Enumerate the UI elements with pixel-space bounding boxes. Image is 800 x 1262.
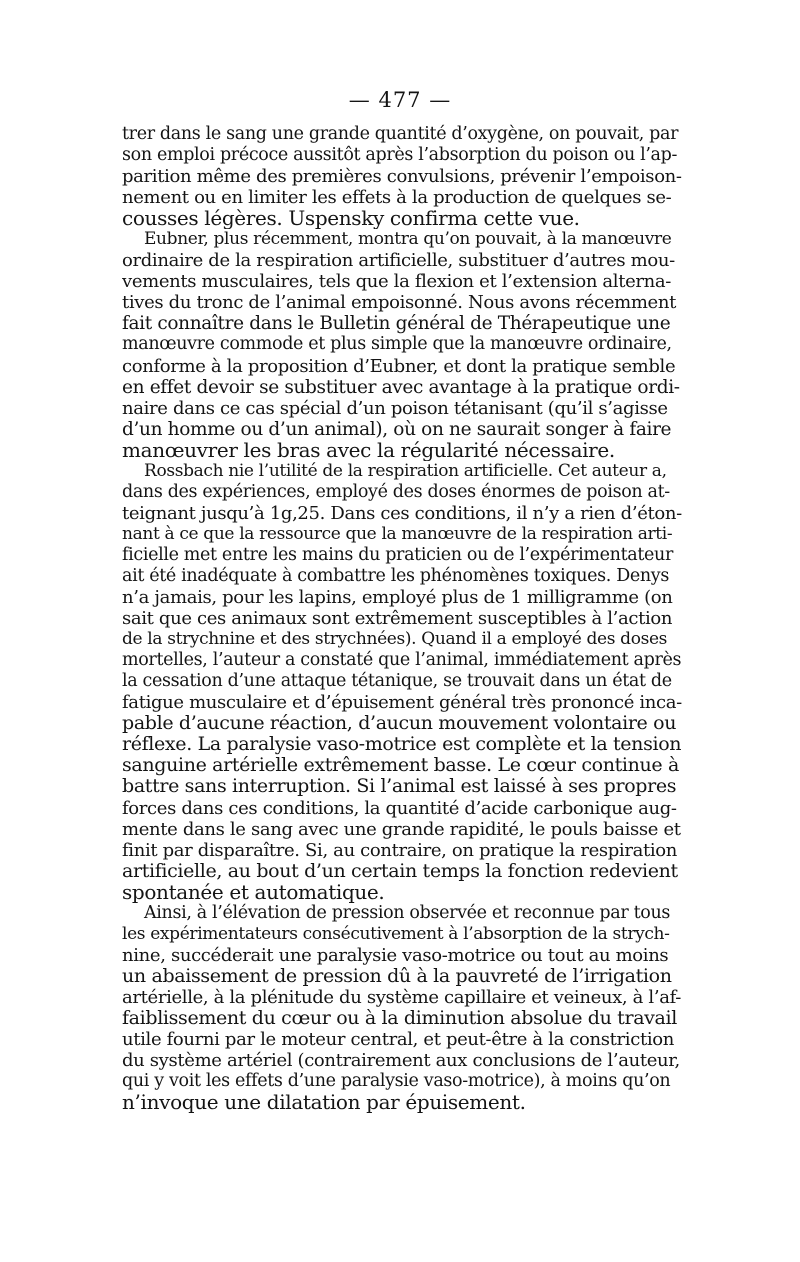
text-line: nant à ce que la ressource que la manœuvre de la respiration arti- bbox=[122, 523, 673, 544]
text-line: parition même des premières convulsions, prévenir l’empoison- bbox=[122, 166, 682, 188]
text-line: faiblissement du cœur ou à la diminution absolue du travail bbox=[122, 1007, 677, 1029]
text-line: n’invoque une dilatation par épuisement. bbox=[122, 1092, 526, 1114]
text-line: artérielle, à la plénitude du système capillaire et veineux, à l’af- bbox=[122, 986, 681, 1008]
text-line: vements musculaires, tels que la flexion et l’extension alterna- bbox=[122, 271, 672, 293]
text-line: mente dans le sang avec une grande rapidité, le pouls baisse et bbox=[122, 818, 681, 840]
text-line: pable d’aucune réaction, d’aucun mouvement volontaire ou bbox=[122, 713, 677, 735]
text-line: les expérimentateurs consécutivement à l’absorption de la strych- bbox=[122, 923, 670, 944]
text-line: un abaissement de pression dû à la pauvreté de l’irrigation bbox=[122, 965, 672, 987]
text-line: mortelles, l’auteur a constaté que l’animal, immédiatement après bbox=[122, 650, 682, 671]
text-line: sait que ces animaux sont extrêmement susceptibles à l’action bbox=[122, 608, 673, 630]
text-line: la cessation d’une attaque tétanique, se trouvait dans un état de bbox=[122, 671, 672, 692]
text-line: teignant jusqu’à 1g,25. Dans ces conditions, il n’y a rien d’éton- bbox=[122, 502, 682, 524]
text-line: n’a jamais, pour les lapins, employé plus de 1 milligramme (on bbox=[122, 587, 673, 609]
text-line: naire dans ce cas spécial d’un poison tétanisant (qu’il s’agisse bbox=[122, 397, 668, 419]
text-line: ordinaire de la respiration artificielle, substituer d’autres mou- bbox=[122, 250, 675, 272]
text-line: qui y voit les effets d’une paralysie vaso-motrice), à moins qu’on bbox=[122, 1071, 671, 1092]
text-line: nine, succéderait une paralysie vaso-motrice ou tout au moins bbox=[122, 944, 669, 966]
text-line: de la strychnine et des strychnées). Quand il a employé des doses bbox=[122, 629, 668, 650]
text-line: du système artériel (contrairement aux conclusions de l’auteur, bbox=[122, 1050, 680, 1072]
text-line: Eubner, plus récemment, montra qu’on pouvait, à la manœuvre bbox=[144, 229, 672, 250]
text-line: utile fourni par le moteur central, et peut-être à la constriction bbox=[122, 1029, 674, 1051]
text-line: nement ou en limiter les effets à la production de quelques se- bbox=[122, 187, 672, 209]
text-line: manœuvre commode et plus simple que la manœuvre ordinaire, bbox=[122, 334, 672, 355]
body-text bbox=[122, 124, 682, 1113]
text-line: ficielle met entre les mains du praticien ou de l’expérimentateur bbox=[122, 544, 673, 565]
text-line: trer dans le sang une grande quantité d’oxygène, on pouvait, par bbox=[122, 124, 679, 144]
text-line: Ainsi, à l’élévation de pression observée et reconnue par tous bbox=[144, 902, 670, 923]
text-line: finit par disparaître. Si, au contraire, on pratique la respiration bbox=[122, 839, 677, 861]
text-line: Rossbach nie l’utilité de la respiration artificielle. Cet auteur a, bbox=[144, 460, 667, 481]
text-line: réflexe. La paralysie vaso-motrice est complète et la tension bbox=[122, 734, 682, 756]
text-line: ait été inadéquate à combattre les phénomènes toxiques. Denys bbox=[122, 565, 669, 586]
text-line: artificielle, au bout d’un certain temps la fonction redevient bbox=[122, 860, 678, 882]
text-line: son emploi précoce aussitôt après l’absorption du poison ou l’ap- bbox=[122, 145, 678, 166]
text-line: battre sans interruption. Si l’animal est laissé à ses propres bbox=[122, 776, 677, 798]
text-line: spontanée et automatique. bbox=[122, 881, 385, 903]
text-line: tives du tronc de l’animal empoisonné. Nous avons récemment bbox=[122, 292, 676, 314]
text-line: forces dans ces conditions, la quantité d’acide carbonique aug- bbox=[122, 797, 677, 819]
text-line: fatigue musculaire et d’épuisement général très prononcé inca- bbox=[122, 692, 682, 714]
text-line: dans des expériences, employé des doses énormes de poison at- bbox=[122, 481, 670, 502]
text-line: en effet devoir se substituer avec avantage à la pratique ordi- bbox=[122, 376, 680, 398]
text-line: fait connaître dans le Bulletin général de Thérapeutique une bbox=[122, 313, 671, 335]
text-line: cousses légères. Uspensky confirma cette vue. bbox=[122, 208, 580, 230]
text-line: manœuvrer les bras avec la régularité nécessaire. bbox=[122, 439, 615, 461]
text-line: d’un homme ou d’un animal), où on ne saurait songer à faire bbox=[122, 418, 672, 440]
text-line: sanguine artérielle extrêmement basse. Le cœur continue à bbox=[122, 755, 679, 777]
page-number-header: — 477 — bbox=[348, 88, 452, 112]
text-line: conforme à la proposition d’Eubner, et dont la pratique semble bbox=[122, 355, 676, 377]
